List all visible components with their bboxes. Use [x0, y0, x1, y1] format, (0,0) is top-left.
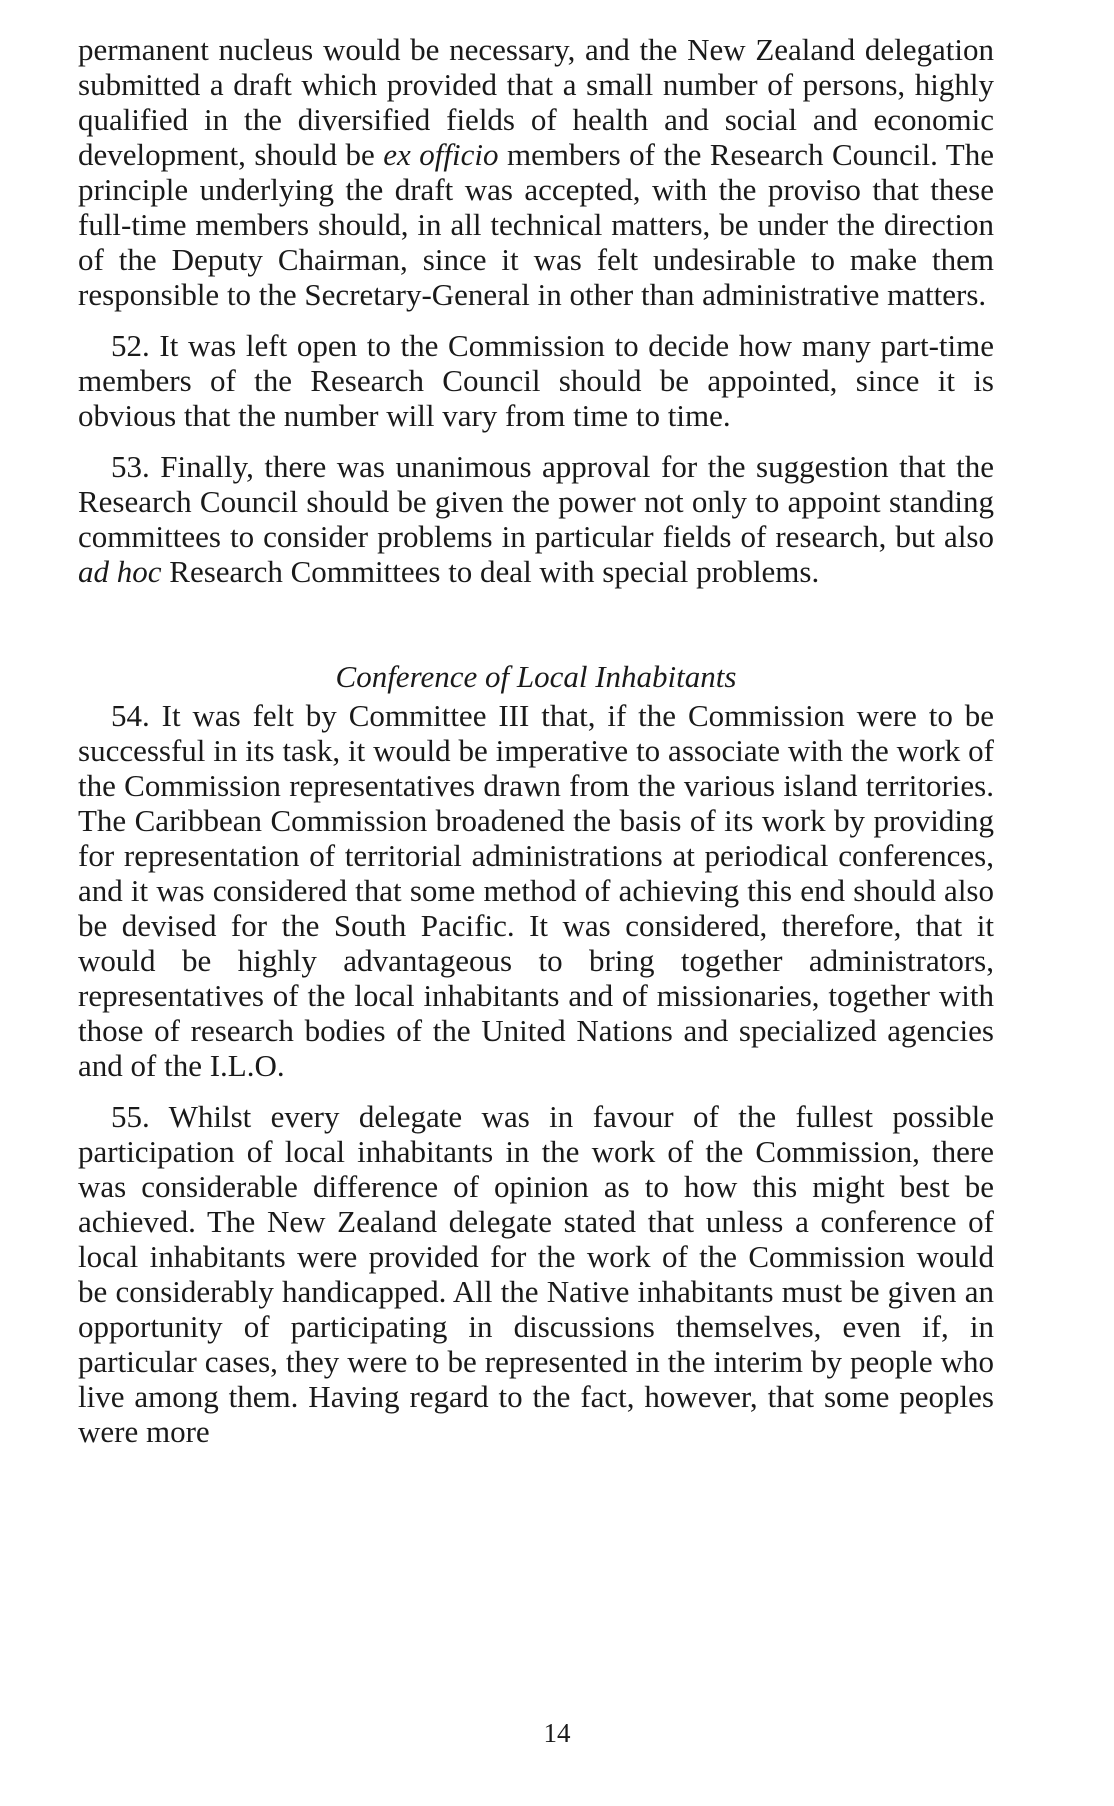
page-number: 14 — [543, 1718, 571, 1748]
paragraph-55: 55. Whilst every delegate was in favour of the fullest possible participation of local inhabitants in the work of the Commission, there was considerable difference of opinion as to how this might best be achieved. The New Zealand delegate stated that unless a conference of local inhabitants were provided for the work of the Commission would be considerably handicapped. All the Native inhabitants must be given an opportunity of participating in discussions themselves, even if, in particular cases, they were to be represented in the interim by people who live among them. Having regard to the fact, however, that some peoples were more — [78, 1099, 994, 1449]
paragraph-52: 52. It was left open to the Commission to decide how many part-time members of the Research Council should be appointed, since it is obvious that the number will vary from time to time. — [78, 328, 994, 433]
paragraph-53 — [78, 449, 994, 589]
paragraph-continued — [78, 32, 994, 312]
section-heading: Conference of Local Inhabitants — [335, 659, 737, 694]
paragraph-53-part-b: Research Committees to deal with special problems. — [169, 554, 820, 589]
ad-hoc-italic: ad hoc — [78, 554, 162, 589]
paragraph-continued-part-a: permanent nucleus would be necessary, and the New Zealand delegation submitted a draft which provided that a small number of persons, highly qualified in the diversified fields of health and social and economic development, should be — [78, 32, 994, 172]
ex-officio-italic: ex officio — [383, 137, 499, 172]
paragraph-continued-part-b: members of the Research Council. The principle underlying the draft was accepted, with the proviso that these full-time members should, in all technical matters, be under the direction of the Deputy Chairman, since it was felt undesirable to make them responsible to the Secretary-General in other than administrative matters. — [78, 137, 994, 312]
text-column — [78, 32, 994, 1449]
paragraph-54: 54. It was felt by Committee III that, if the Commission were to be successful in its task, it would be imperative to associate with the work of the Commission representatives drawn from the various island territories. The Caribbean Commission broadened the basis of its work by providing for representation of territorial administrations at periodical conferences, and it was considered that some method of achieving this end should also be devised for the South Pacific. It was considered, therefore, that it would be highly advantageous to bring together administrators, representatives of the local inhabitants and of missionaries, together with those of research bodies of the United Nations and specialized agencies and of the I.L.O. — [78, 698, 994, 1083]
paragraph-53-part-a: 53. Finally, there was unanimous approval for the suggestion that the Research Council should be given the power not only to appoint standing committees to consider problems in particular fields of research, but also — [78, 449, 994, 554]
